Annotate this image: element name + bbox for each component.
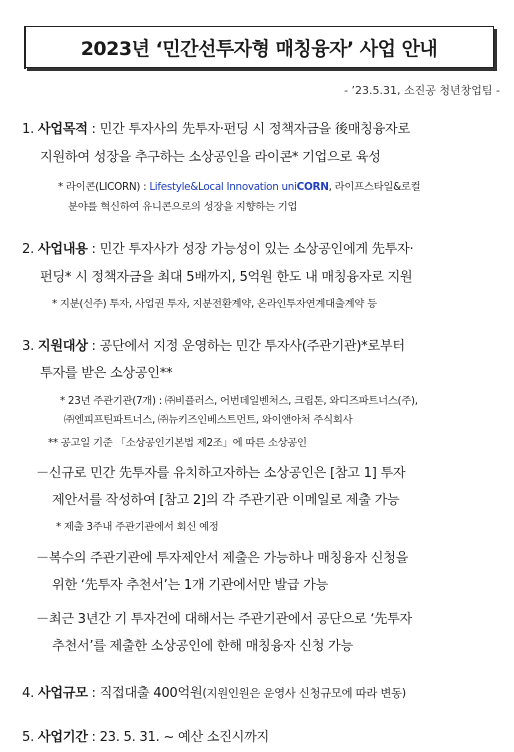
section-text: : 민간 투자사의 先투자·펀딩 시 정책자금을 後매칭융자로 (87, 122, 410, 137)
bullet-2-line2: 위한 ‘先투자 추천서’는 1개 기관에서만 발급 가능 (52, 578, 329, 593)
section-3-note2: ** 공고일 기준 「소상공인기본법 제2조」에 따른 소상공인 (48, 437, 307, 449)
title-box (24, 26, 494, 68)
section-title: 사업내용 (37, 242, 88, 257)
bullet-3-line2: 추천서’를 제출한 소상공인에 한해 매칭융자 신청 가능 (52, 639, 353, 654)
section-number: 3. (22, 339, 34, 354)
section-3-heading (22, 335, 405, 358)
bullet-1-line2: 제안서를 작성하여 [참고 2]의 각 주관기관 이메일로 제출 가능 (52, 493, 400, 508)
bullet-1-line1: －신규로 민간 先투자를 유치하고자하는 소상공인은 [참고 1] 투자 (36, 466, 406, 481)
section-title: 사업기간 (37, 730, 88, 745)
section-4-heading (22, 682, 406, 705)
section-text: : 민간 투자사가 성장 가능성이 있는 소상공인에게 先투자· (87, 242, 414, 257)
section-number: 2. (22, 242, 34, 257)
section-2-line2: 펀딩* 시 정책자금을 최대 5배까지, 5억원 한도 내 매칭융자로 지원 (40, 270, 413, 285)
section-number: 1. (22, 122, 34, 137)
byline: - ’23.5.31, 소진공 청년창업팀 - (344, 84, 500, 97)
section-2-note: * 지분(신주) 투자, 사업권 투자, 지분전환계약, 온라인투자연계대출계약 등 (52, 298, 377, 310)
section-3-note1-line2: ㈜엔피프틴파트너스, ㈜뉴키즈인베스트먼트, 와이앤아처 주식회사 (64, 414, 353, 426)
section-title: 지원대상 (37, 339, 88, 354)
note-blue-bold: CORN (296, 181, 329, 193)
page-title: 2023년 ‘민간선투자형 매칭융자’ 사업 안내 (80, 37, 438, 60)
section-5-heading (22, 726, 269, 749)
section-title: 사업목적 (37, 122, 88, 137)
section-small-text: (지원인원은 운영사 신청규모에 따라 변동) (202, 686, 406, 700)
section-text: : 직접대출 400억원 (87, 686, 203, 701)
section-3-line2: 투자를 받은 소상공인** (40, 366, 173, 381)
section-number: 5. (22, 730, 34, 745)
note-blue-text: Lifestyle&Local Innovation uni (149, 181, 297, 193)
section-1-line2: 지원하여 성장을 추구하는 소상공인을 라이콘* 기업으로 육성 (40, 150, 381, 165)
bullet-1-note: * 제출 3주내 주관기관에서 회신 예정 (56, 521, 219, 533)
section-text: : 23. 5. 31. ~ 예산 소진시까지 (87, 730, 269, 745)
section-1-note-line2: 분야를 혁신하여 유니콘으로의 성장을 지향하는 기업 (68, 201, 298, 213)
section-1-note (58, 178, 420, 193)
section-title: 사업규모 (37, 686, 88, 701)
section-2-heading (22, 238, 413, 261)
section-3-note1: * 23년 주관기관(7개) : ㈜비플러스, 어번데일벤처스, 크립톤, 와디즈파트너스(주), (60, 395, 418, 407)
section-number: 4. (22, 686, 34, 701)
section-text: : 공단에서 지정 운영하는 민간 투자사(주관기관)*로부터 (87, 339, 405, 354)
section-1-heading (22, 118, 410, 141)
bullet-2-line1: －복수의 주관기관에 투자제안서 제출은 가능하나 매칭융자 신청을 (36, 551, 409, 566)
note-text: , 라이프스타일&로컬 (328, 181, 421, 193)
bullet-3-line1: －최근 3년간 기 투자건에 대해서는 주관기관에서 공단으로 ‘先투자 (36, 612, 412, 627)
note-label: * 라이콘(LICORN) : (58, 181, 150, 193)
